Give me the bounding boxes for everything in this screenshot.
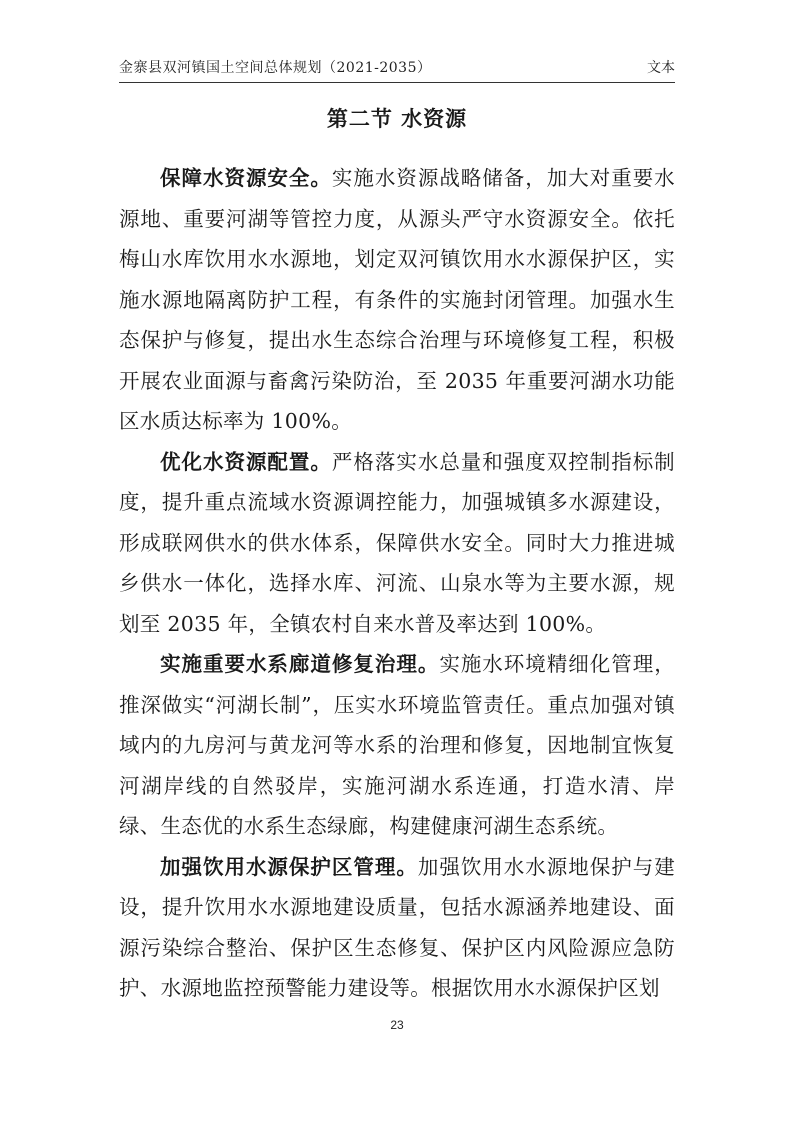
document-type-label: 文本 [647, 60, 675, 76]
paragraph-source-protection [119, 847, 675, 1009]
paragraph-text: 实施水环境精细化管理，推深做实“河湖长制”，压实水环境监管责任。重点加强对镇域内的九房河与黄龙河等水系的治理和修复，因地制宜恢复河湖岸线的自然驳岸，实施河湖水系连通，打造水清、岸绿、生态优的水系生态绿廊，构建健康河湖生态系统。 [119, 652, 675, 838]
paragraph-text: 严格落实水总量和强度双控制指标制度，提升重点流域水资源调控能力，加强城镇多水源建设，形成联网供水的供水体系，保障供水安全。同时大力推进城乡供水一体化，选择水库、河流、山泉水等为主要水源，规划至 2035 年，全镇农村自来水普及率达到 100%。 [119, 449, 675, 636]
paragraph-water-allocation [119, 442, 675, 645]
paragraph-lead: 实施重要水系廊道修复治理。 [160, 652, 440, 676]
paragraph-lead: 优化水资源配置。 [160, 449, 332, 474]
page-number: 23 [390, 1018, 404, 1032]
section-heading: 第二节 水资源 [326, 106, 468, 131]
body-text [119, 158, 675, 1009]
page-header [119, 56, 675, 83]
document-title: 金寨县双河镇国土空间总体规划（2021-2035） [119, 60, 432, 76]
paragraph-lead: 保障水资源安全。 [160, 166, 332, 190]
paragraph-water-security [119, 158, 675, 442]
paragraph-text: 实施水资源战略储备，加大对重要水源地、重要河湖等管控力度，从源头严守水资源安全。依托梅山水库饮用水水源地，划定双河镇饮用水水源保护区，实施水源地隔离防护工程，有条件的实施封闭管理。加强水生态保护与修复，提出水生态综合治理与环境修复工程，积极开展农业面源与畜禽污染防治，至 2035 年重要河湖水功能区水质达标率为 100%。 [119, 166, 675, 433]
paragraph-lead: 加强饮用水源保护区管理。 [160, 854, 418, 879]
paragraph-water-corridor [119, 644, 675, 847]
paragraph-text: 加强饮用水水源地保护与建设，提升饮用水水源地建设质量，包括水源涵养地建设、面源污染综合整治、保护区生态修复、保护区内风险源应急防护、水源地监控预警能力建设等。根据饮用水水源保护区划 [119, 854, 675, 1000]
